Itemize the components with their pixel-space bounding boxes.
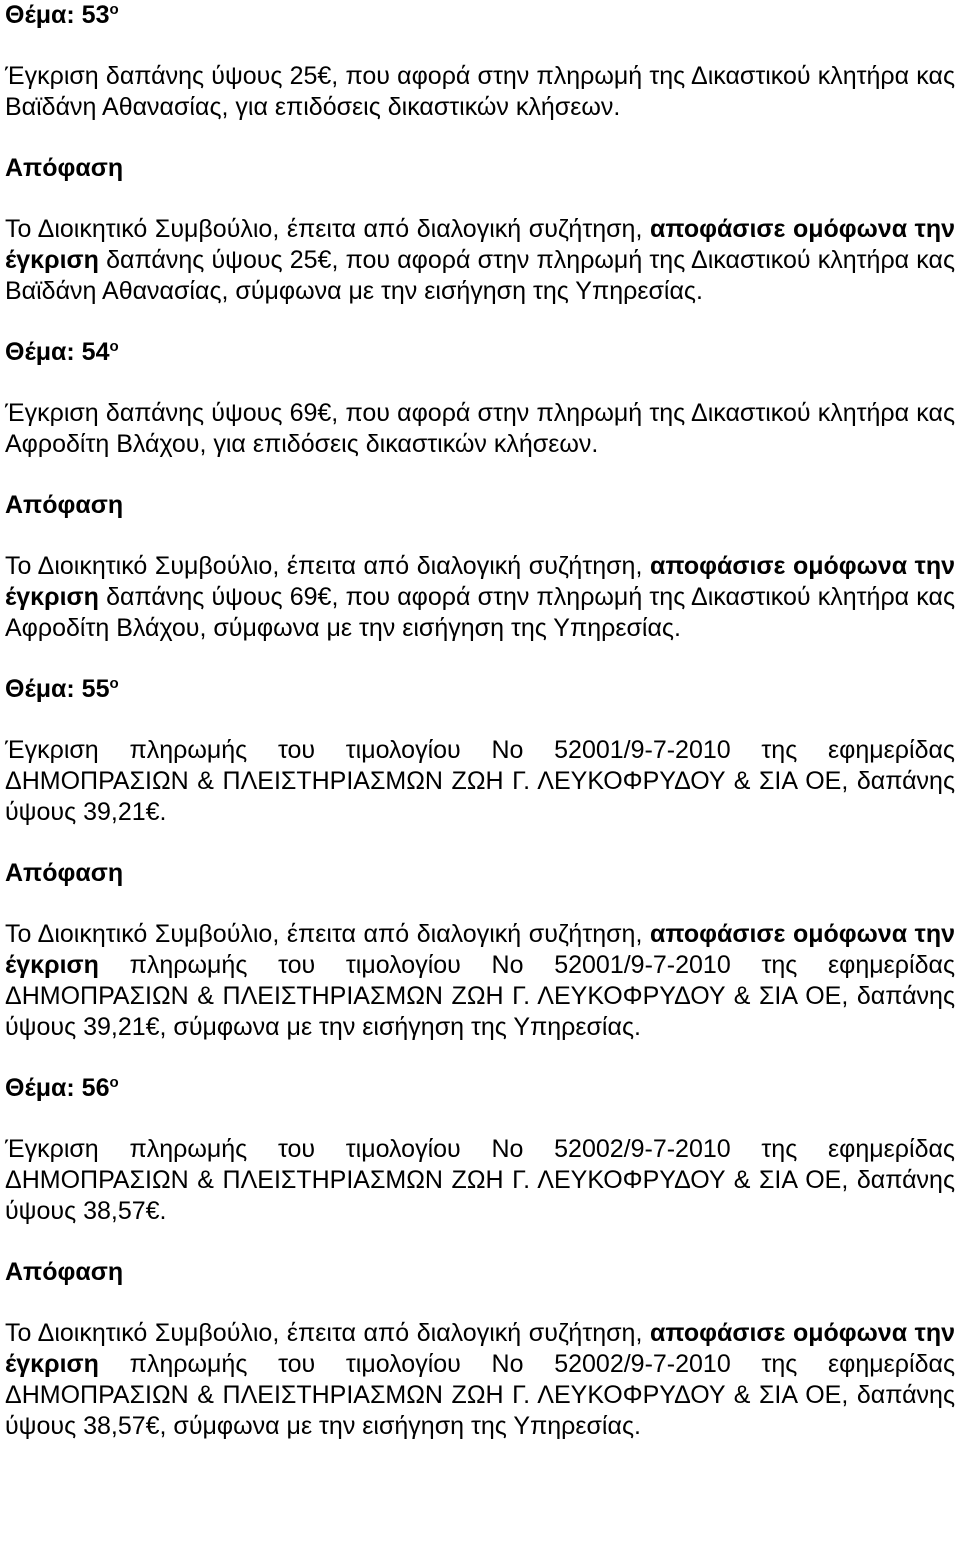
topic-53	[5, 0, 955, 307]
topic-subject: Έγκριση πληρωμής του τιμολογίου Νο 52002/9-7-2010 της εφημερίδας ΔΗΜΟΠΡΑΣΙΩΝ & ΠΛΕΙΣΤΗΡΙΑΣΜΩΝ ΖΩΗ Γ. ΛΕΥΚΟΦΡΥΔΟΥ & ΣΙΑ ΟΕ, δαπάνης ύψους 38,57€.	[5, 1135, 955, 1225]
topic-56	[5, 1073, 955, 1442]
topic-subject: Έγκριση πληρωμής του τιμολογίου Νο 52001/9-7-2010 της εφημερίδας ΔΗΜΟΠΡΑΣΙΩΝ & ΠΛΕΙΣΤΗΡΙΑΣΜΩΝ ΖΩΗ Γ. ΛΕΥΚΟΦΡΥΔΟΥ & ΣΙΑ ΟΕ, δαπάνης ύψους 39,21€.	[5, 736, 955, 826]
decision-label: Απόφαση	[5, 859, 124, 887]
decision-label: Απόφαση	[5, 1258, 124, 1286]
decision-text: Το Διοικητικό Συμβούλιο, έπειτα από διαλογική συζήτηση, αποφάσισε ομόφωνα την έγκριση πληρωμής του τιμολογίου Νο 52001/9-7-2010 της εφημερίδας ΔΗΜΟΠΡΑΣΙΩΝ & ΠΛΕΙΣΤΗΡΙΑΣΜΩΝ ΖΩΗ Γ. ΛΕΥΚΟΦΡΥΔΟΥ & ΣΙΑ ΟΕ, δαπάνης ύψους 39,21€, σύμφωνα με την εισήγηση της Υπηρεσίας.	[5, 920, 955, 1041]
topic-heading: Θέμα: $53^o$	[5, 1, 119, 29]
document-page	[5, 0, 955, 1442]
topic-subject: Έγκριση δαπάνης ύψους 25€, που αφορά στην πληρωμή της Δικαστικού κλητήρα κας Βαϊδάνη Αθανασίας, για επιδόσεις δικαστικών κλήσεων.	[5, 62, 955, 121]
decision-text: Το Διοικητικό Συμβούλιο, έπειτα από διαλογική συζήτηση, αποφάσισε ομόφωνα την έγκριση δαπάνης ύψους 25€, που αφορά στην πληρωμή της Δικαστικού κλητήρα κας Βαϊδάνη Αθανασίας, σύμφωνα με την εισήγηση της Υπηρεσίας.	[5, 215, 955, 305]
decision-label: Απόφαση	[5, 491, 124, 519]
topic-heading: Θέμα: $55^o$	[5, 675, 119, 703]
topic-heading: Θέμα: $56^o$	[5, 1074, 119, 1102]
topic-subject: Έγκριση δαπάνης ύψους 69€, που αφορά στην πληρωμή της Δικαστικού κλητήρα κας Αφροδίτη Βλάχου, για επιδόσεις δικαστικών κλήσεων.	[5, 399, 955, 458]
decision-text: Το Διοικητικό Συμβούλιο, έπειτα από διαλογική συζήτηση, αποφάσισε ομόφωνα την έγκριση πληρωμής του τιμολογίου Νο 52002/9-7-2010 της εφημερίδας ΔΗΜΟΠΡΑΣΙΩΝ & ΠΛΕΙΣΤΗΡΙΑΣΜΩΝ ΖΩΗ Γ. ΛΕΥΚΟΦΡΥΔΟΥ & ΣΙΑ ΟΕ, δαπάνης ύψους 38,57€, σύμφωνα με την εισήγηση της Υπηρεσίας.	[5, 1319, 955, 1440]
topic-55	[5, 674, 955, 1043]
topic-heading: Θέμα: $54^o$	[5, 338, 119, 366]
topic-54	[5, 337, 955, 644]
decision-text: Το Διοικητικό Συμβούλιο, έπειτα από διαλογική συζήτηση, αποφάσισε ομόφωνα την έγκριση δαπάνης ύψους 69€, που αφορά στην πληρωμή της Δικαστικού κλητήρα κας Αφροδίτη Βλάχου, σύμφωνα με την εισήγηση της Υπηρεσίας.	[5, 552, 955, 642]
decision-label: Απόφαση	[5, 154, 124, 182]
